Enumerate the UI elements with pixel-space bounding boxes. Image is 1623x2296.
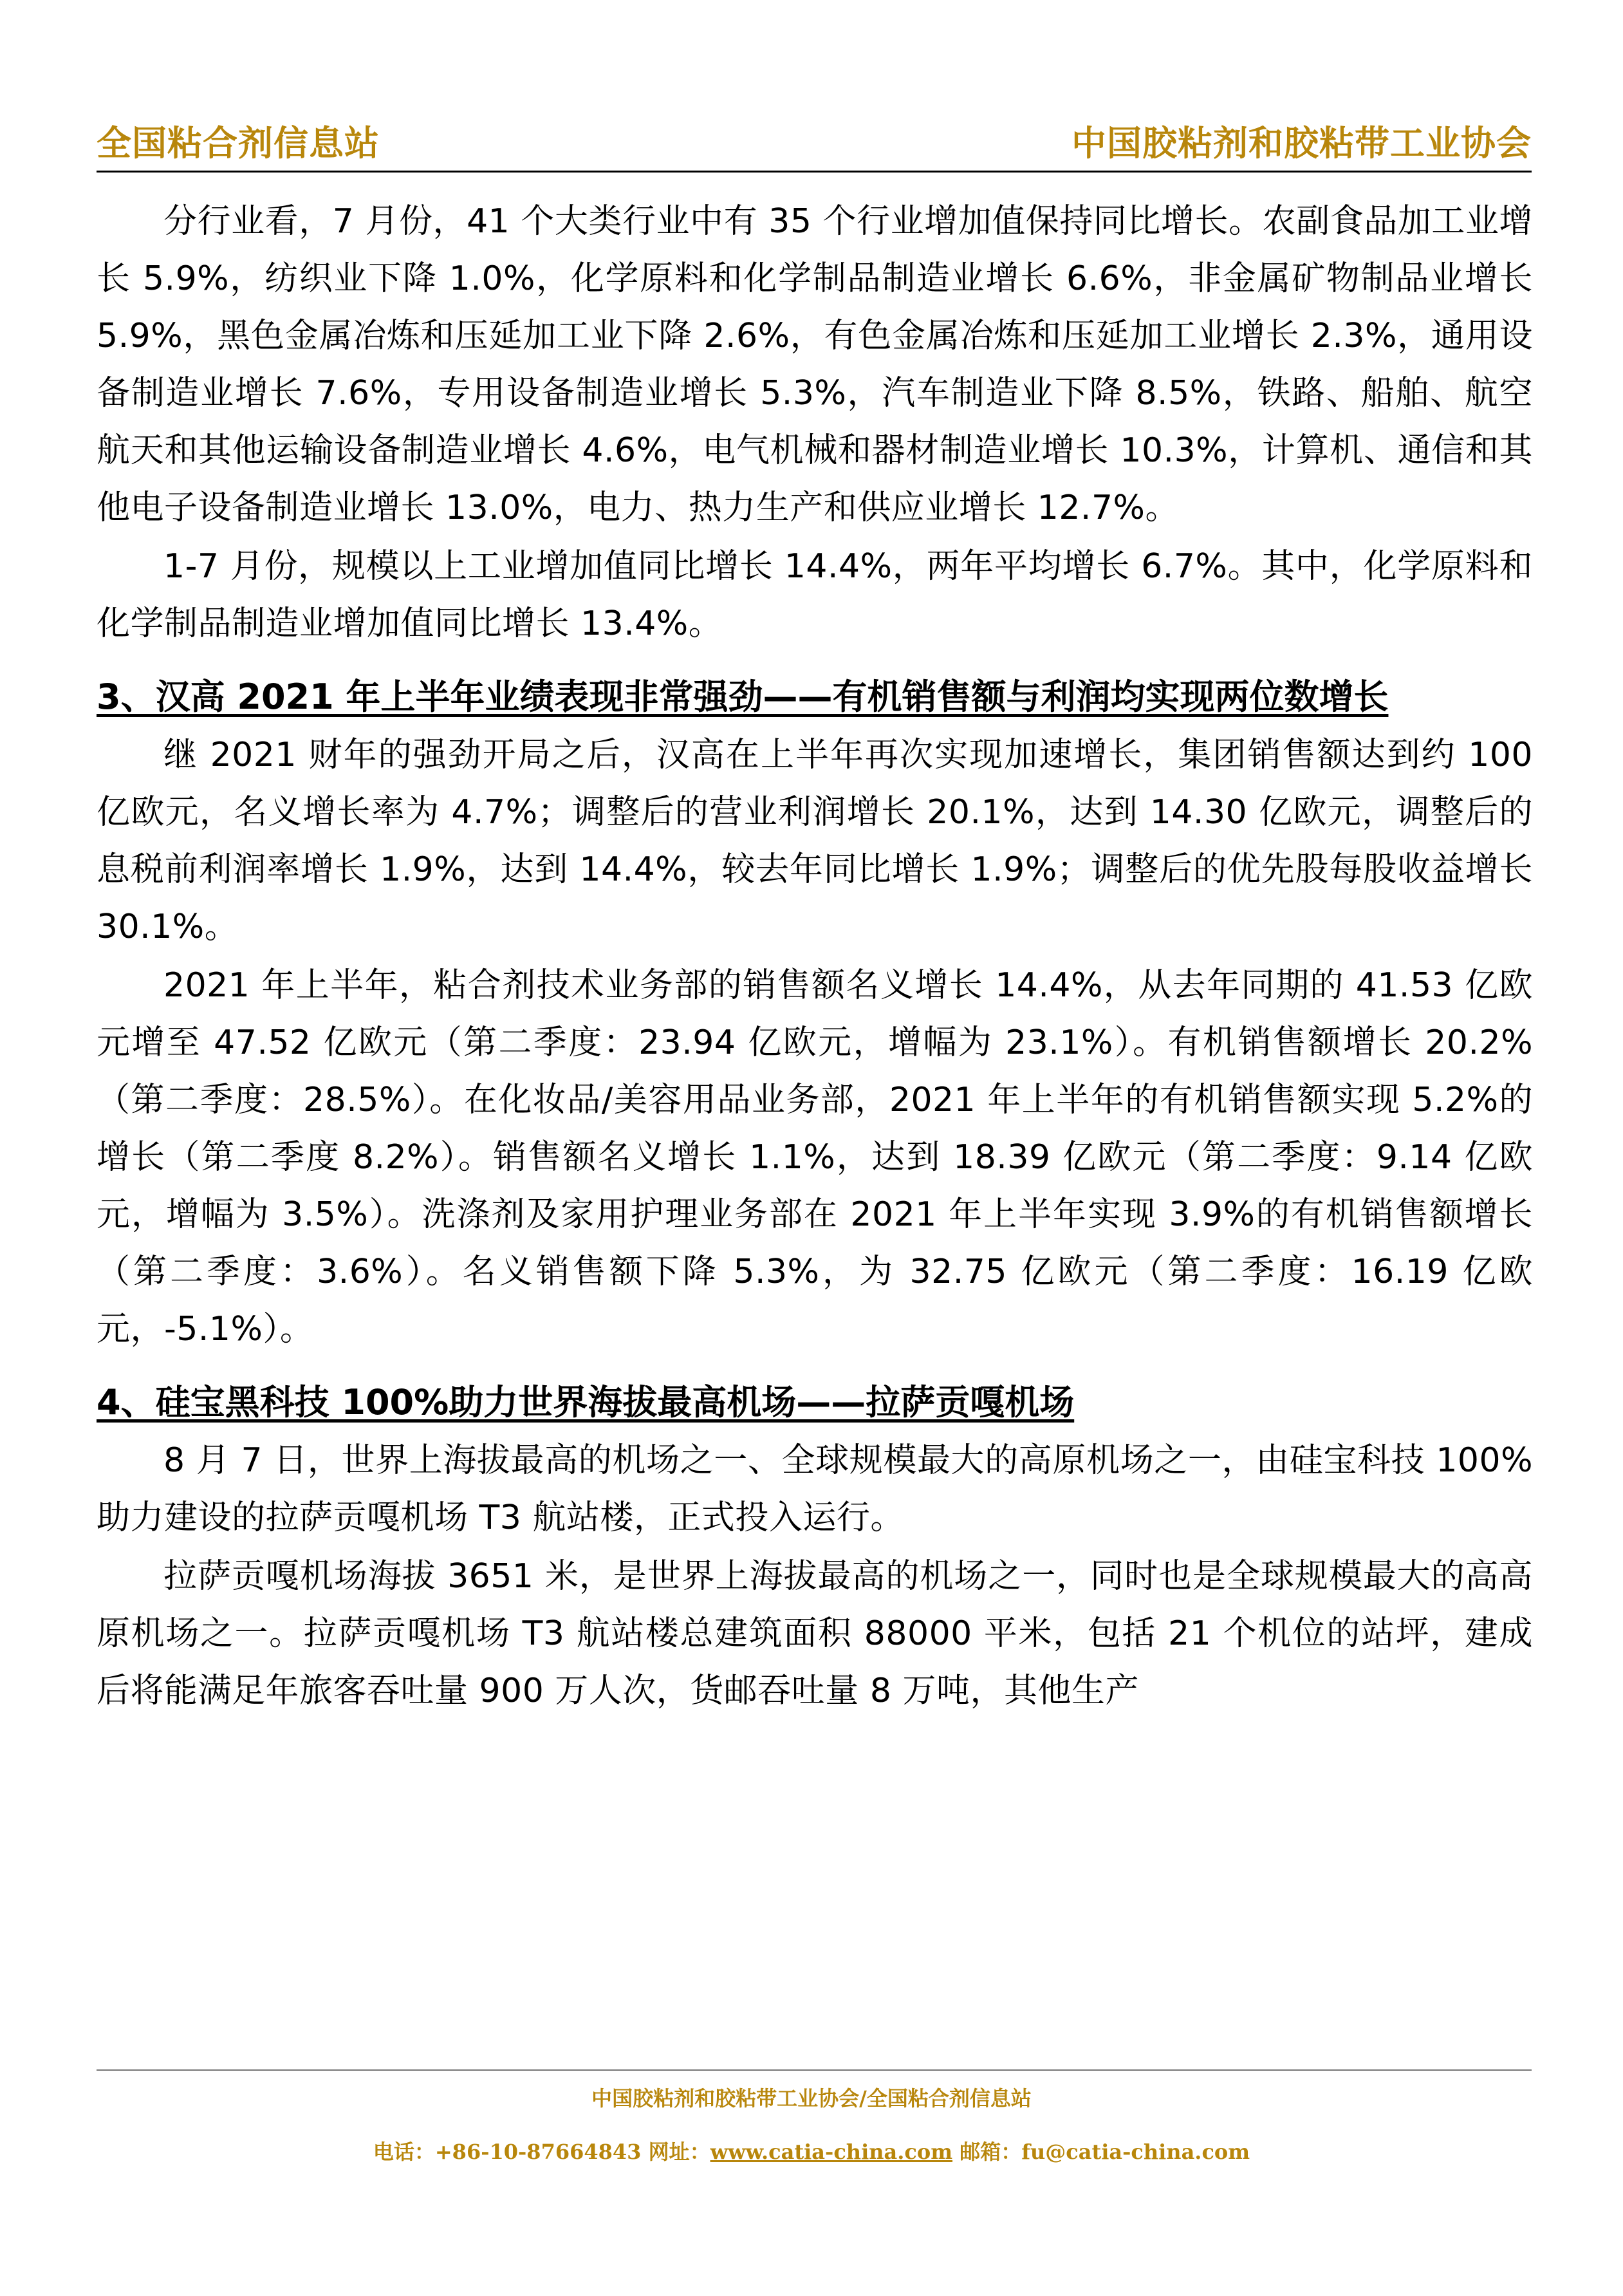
section-heading-henkel: 3、汉高 2021 年上半年业绩表现非常强劲——有机销售额与利润均实现两位数增长 [97, 677, 1389, 717]
document-body [97, 193, 1533, 1721]
footer-phone: 电话：+86-10-87664843 网址： [373, 2140, 710, 2164]
header-site-name: 全国粘合剂信息站 [97, 122, 380, 163]
paragraph-henkel-overview: 继 2021 财年的强劲开局之后，汉高在上半年再次实现加速增长，集团销售额达到约 100 亿欧元，名义增长率为 4.7%；调整后的营业利润增长 20.1%，达到 14.30 亿欧元，调整后的息税前利润率增长 1.9%，达到 14.4%，较去年同比增长 1.9%；调整后的优先股每股收益增长 30.1%。 [97, 736, 1533, 946]
header-association-name: 中国胶粘剂和胶粘带工业协会 [1071, 122, 1532, 163]
page-header [97, 116, 1532, 173]
paragraph-lhasa-airport-details: 拉萨贡嘎机场海拔 3651 米，是世界上海拔最高的机场之一，同时也是全球规模最大的高高原机场之一。拉萨贡嘎机场 T3 航站楼总建筑面积 88000 平米，包括 21 个机位的站坪，建成后将能满足年旅客吞吐量 900 万人次，货邮吞吐量 8 万吨，其他生产 [97, 1557, 1533, 1710]
paragraph-jan-jul-growth: 1-7 月份，规模以上工业增加值同比增长 14.4%，两年平均增长 6.7%。其中，化学原料和化学制品制造业增加值同比增长 13.4%。 [97, 547, 1533, 643]
footer-divider [97, 2069, 1532, 2071]
paragraph-henkel-divisions: 2021 年上半年，粘合剂技术业务部的销售额名义增长 14.4%，从去年同期的 41.53 亿欧元增至 47.52 亿欧元（第二季度：23.94 亿欧元，增幅为 23.1%）。有机销售额增长 20.2%（第二季度：28.5%）。在化妆品/美容用品业务部，2021 年上半年的有机销售额实现 5.2%的增长（第二季度 8.2%）。销售额名义增长 1.1%，达到 18.39 亿欧元（第二季度：9.14 亿欧元，增幅为 3.5%）。洗涤剂及家用护理业务部在 2021 年上半年实现 3.9%的有机销售额增长（第二季度：3.6%）。名义销售额下降 5.3%，为 32.75 亿欧元（第二季度：16.19 亿欧元，-5.1%）。 [97, 966, 1533, 1349]
section-heading-guibao: 4、硅宝黑科技 100%助力世界海拔最高机场——拉萨贡嘎机场 [97, 1382, 1075, 1423]
footer-website-link[interactable]: www.catia-china.com [710, 2140, 953, 2164]
footer-organization: 中国胶粘剂和胶粘带工业协会/全国粘合剂信息站 [591, 2086, 1032, 2111]
paragraph-lhasa-airport-opening: 8 月 7 日，世界上海拔最高的机场之一、全球规模最大的高原机场之一，由硅宝科技 100%助力建设的拉萨贡嘎机场 T3 航站楼，正式投入运行。 [97, 1441, 1533, 1537]
footer-contact [0, 2136, 1623, 2165]
paragraph-industry-growth: 分行业看，7 月份，41 个大类行业中有 35 个行业增加值保持同比增长。农副食品加工业增长 5.9%，纺织业下降 1.0%，化学原料和化学制品制造业增长 6.6%，非金属矿物制品业增长 5.9%，黑色金属冶炼和压延加工业下降 2.6%，有色金属冶炼和压延加工业增长 2.3%，通用设备制造业增长 7.6%，专用设备制造业增长 5.3%，汽车制造业下降 8.5%，铁路、船舶、航空航天和其他运输设备制造业增长 4.6%，电气机械和器材制造业增长 10.3%，计算机、通信和其他电子设备制造业增长 13.0%，电力、热力生产和供应业增长 12.7%。 [97, 202, 1533, 527]
footer-email: 邮箱：fu@catia-china.com [952, 2140, 1250, 2164]
